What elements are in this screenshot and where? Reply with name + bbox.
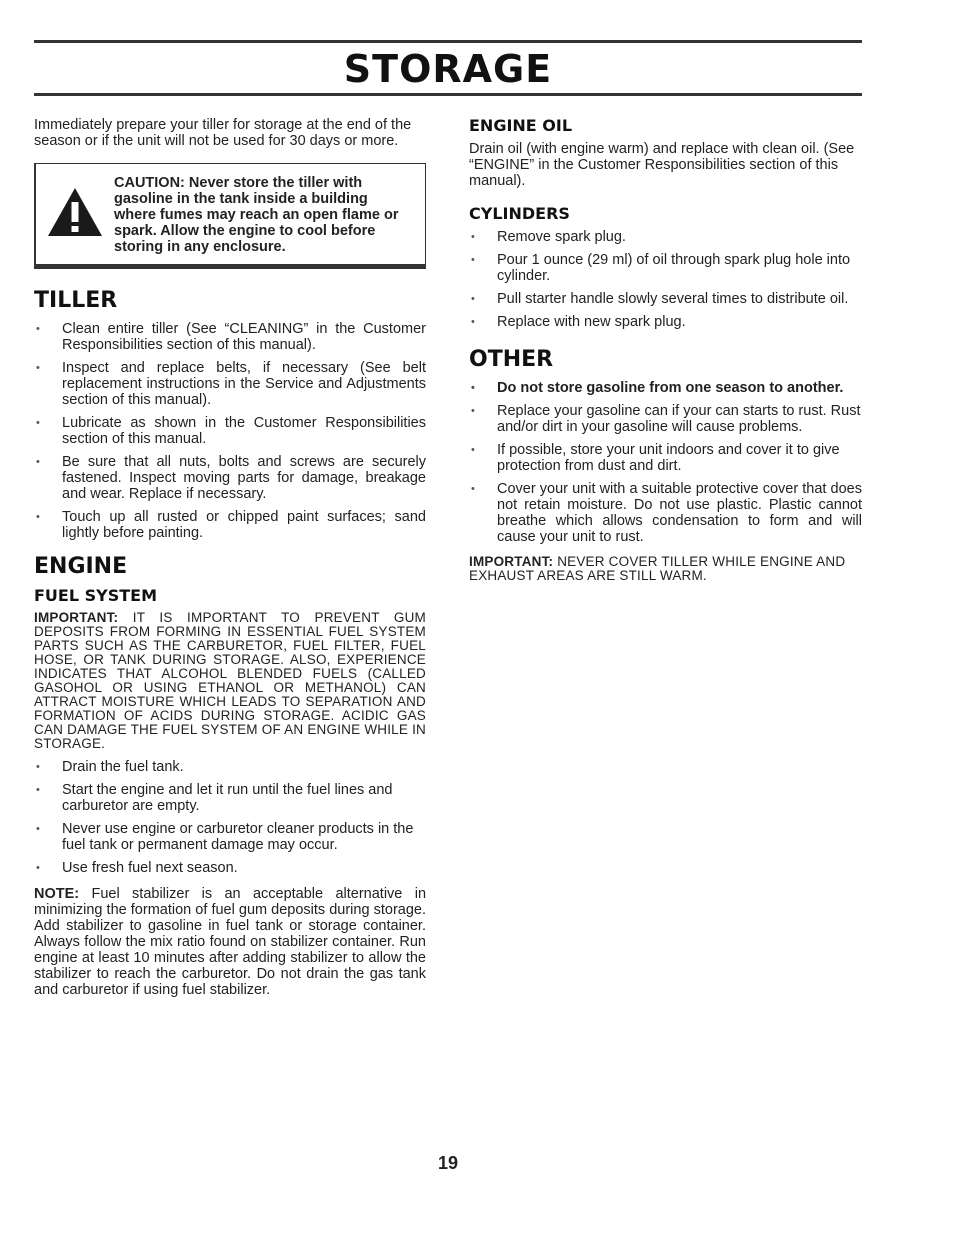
fuel-system-list [34, 759, 426, 876]
warning-triangle-icon [46, 186, 104, 238]
page-title: STORAGE [343, 47, 553, 91]
list-item: • Drain the fuel tank. [34, 759, 426, 775]
list-item: • Remove spark plug. [469, 229, 862, 245]
engine-oil-heading: ENGINE OIL [469, 116, 573, 135]
right-column [469, 117, 862, 591]
header-rule-bottom [34, 93, 862, 96]
other-important-paragraph [469, 555, 862, 583]
list-item: • Lubricate as shown in the Customer Responsibilities section of this manual. [34, 415, 426, 447]
list-item: • Clean entire tiller (See “CLEANING” in the Customer Responsibilities section of this manual). [34, 321, 426, 353]
list-item: • If possible, store your unit indoors and cover it to give protection from dust and dirt. [469, 442, 862, 474]
note-text: Fuel stabilizer is an acceptable alternative in minimizing the formation of fuel gum deposits during storage. Add stabilizer to gasoline in fuel tank or storage container. Always follow the mix ratio found on stabilizer container. Run engine at least 10 minutes after adding stabilizer to allow the stabilizer to reach the carburetor. Do not drain the gas tank and carburetor if using fuel stabilizer. [34, 886, 427, 998]
list-item: • Pull starter handle slowly several times to distribute oil. [469, 291, 862, 307]
left-column [34, 117, 426, 1008]
other-heading: OTHER [469, 347, 554, 372]
important-label: IMPORTANT: [34, 610, 119, 625]
list-item: • Use fresh fuel next season. [34, 860, 426, 876]
list-item: • Never use engine or carburetor cleaner products in the fuel tank or permanent damage may occur. [34, 821, 426, 853]
list-item: • Inspect and replace belts, if necessary (See belt replacement instructions in the Service and Adjustments section of this manual). [34, 360, 426, 408]
header-rule-top [34, 40, 862, 43]
list-item: • Replace with new spark plug. [469, 314, 862, 330]
cylinders-heading: CYLINDERS [469, 204, 570, 223]
page-number: 19 [437, 1153, 459, 1173]
fuel-important-paragraph [34, 611, 426, 751]
important-label: IMPORTANT: [469, 554, 554, 569]
list-item: • Do not store gasoline from one season to another. [469, 380, 862, 396]
list-item: • Pour 1 ounce (29 ml) of oil through spark plug hole into cylinder. [469, 252, 862, 284]
note-paragraph [34, 886, 426, 998]
tiller-heading: TILLER [34, 288, 118, 313]
fuel-system-heading: FUEL SYSTEM [34, 586, 158, 605]
cylinders-list [469, 229, 862, 330]
note-label: NOTE: [34, 886, 80, 902]
engine-heading: ENGINE [34, 554, 128, 579]
important-text: IT IS IMPORTANT TO PREVENT GUM DEPOSITS FROM FORMING IN ESSENTIAL FUEL SYSTEM PARTS SUCH AS THE CARBURETOR, FUEL FILTER, FUEL HOSE, OR TANK DURING STORAGE. ALSO, EXPERIENCE INDICATES THAT ALCOHOL BLENDED FUELS (CALLED GASOHOL OR USING ETHANOL OR METHANOL) CAN ATTRACT MOISTURE WHICH LEADS TO SEPARATION AND FORMATION OF ACIDS DURING STORAGE. ACIDIC GAS CAN DAMAGE THE FUEL SYSTEM OF AN ENGINE WHILE IN STORAGE. [34, 610, 427, 751]
list-item: • Touch up all rusted or chipped paint surfaces; sand lightly before painting. [34, 509, 426, 541]
other-list [469, 380, 862, 545]
list-item: • Start the engine and let it run until the fuel lines and carburetor are empty. [34, 782, 426, 814]
engine-oil-text: Drain oil (with engine warm) and replace with clean oil. (See “ENGINE” in the Customer Responsibilities section of this manual). [469, 141, 855, 189]
list-item: • Be sure that all nuts, bolts and screws are securely fastened. Inspect moving parts for damage, breakage and wear. Replace if necessary. [34, 454, 426, 502]
list-item: • Replace your gasoline can if your can starts to rust. Rust and/or dirt in your gasoline will cause problems. [469, 403, 862, 435]
caution-box [34, 163, 426, 269]
important-text: NEVER COVER TILLER WHILE ENGINE AND EXHAUST AREAS ARE STILL WARM. [469, 554, 846, 583]
intro-paragraph: Immediately prepare your tiller for storage at the end of the season or if the unit will not be used for 30 days or more. [34, 117, 412, 149]
tiller-list [34, 321, 426, 541]
list-item: • Cover your unit with a suitable protective cover that does not retain moisture. Do not use plastic. Plastic cannot breathe which allows condensation to form and will cause your unit to rust. [469, 481, 862, 545]
caution-text: CAUTION: Never store the tiller with gasoline in the tank inside a building where fumes may reach an open flame or spark. Allow the engine to cool before storing in any enclosure. [114, 175, 399, 255]
